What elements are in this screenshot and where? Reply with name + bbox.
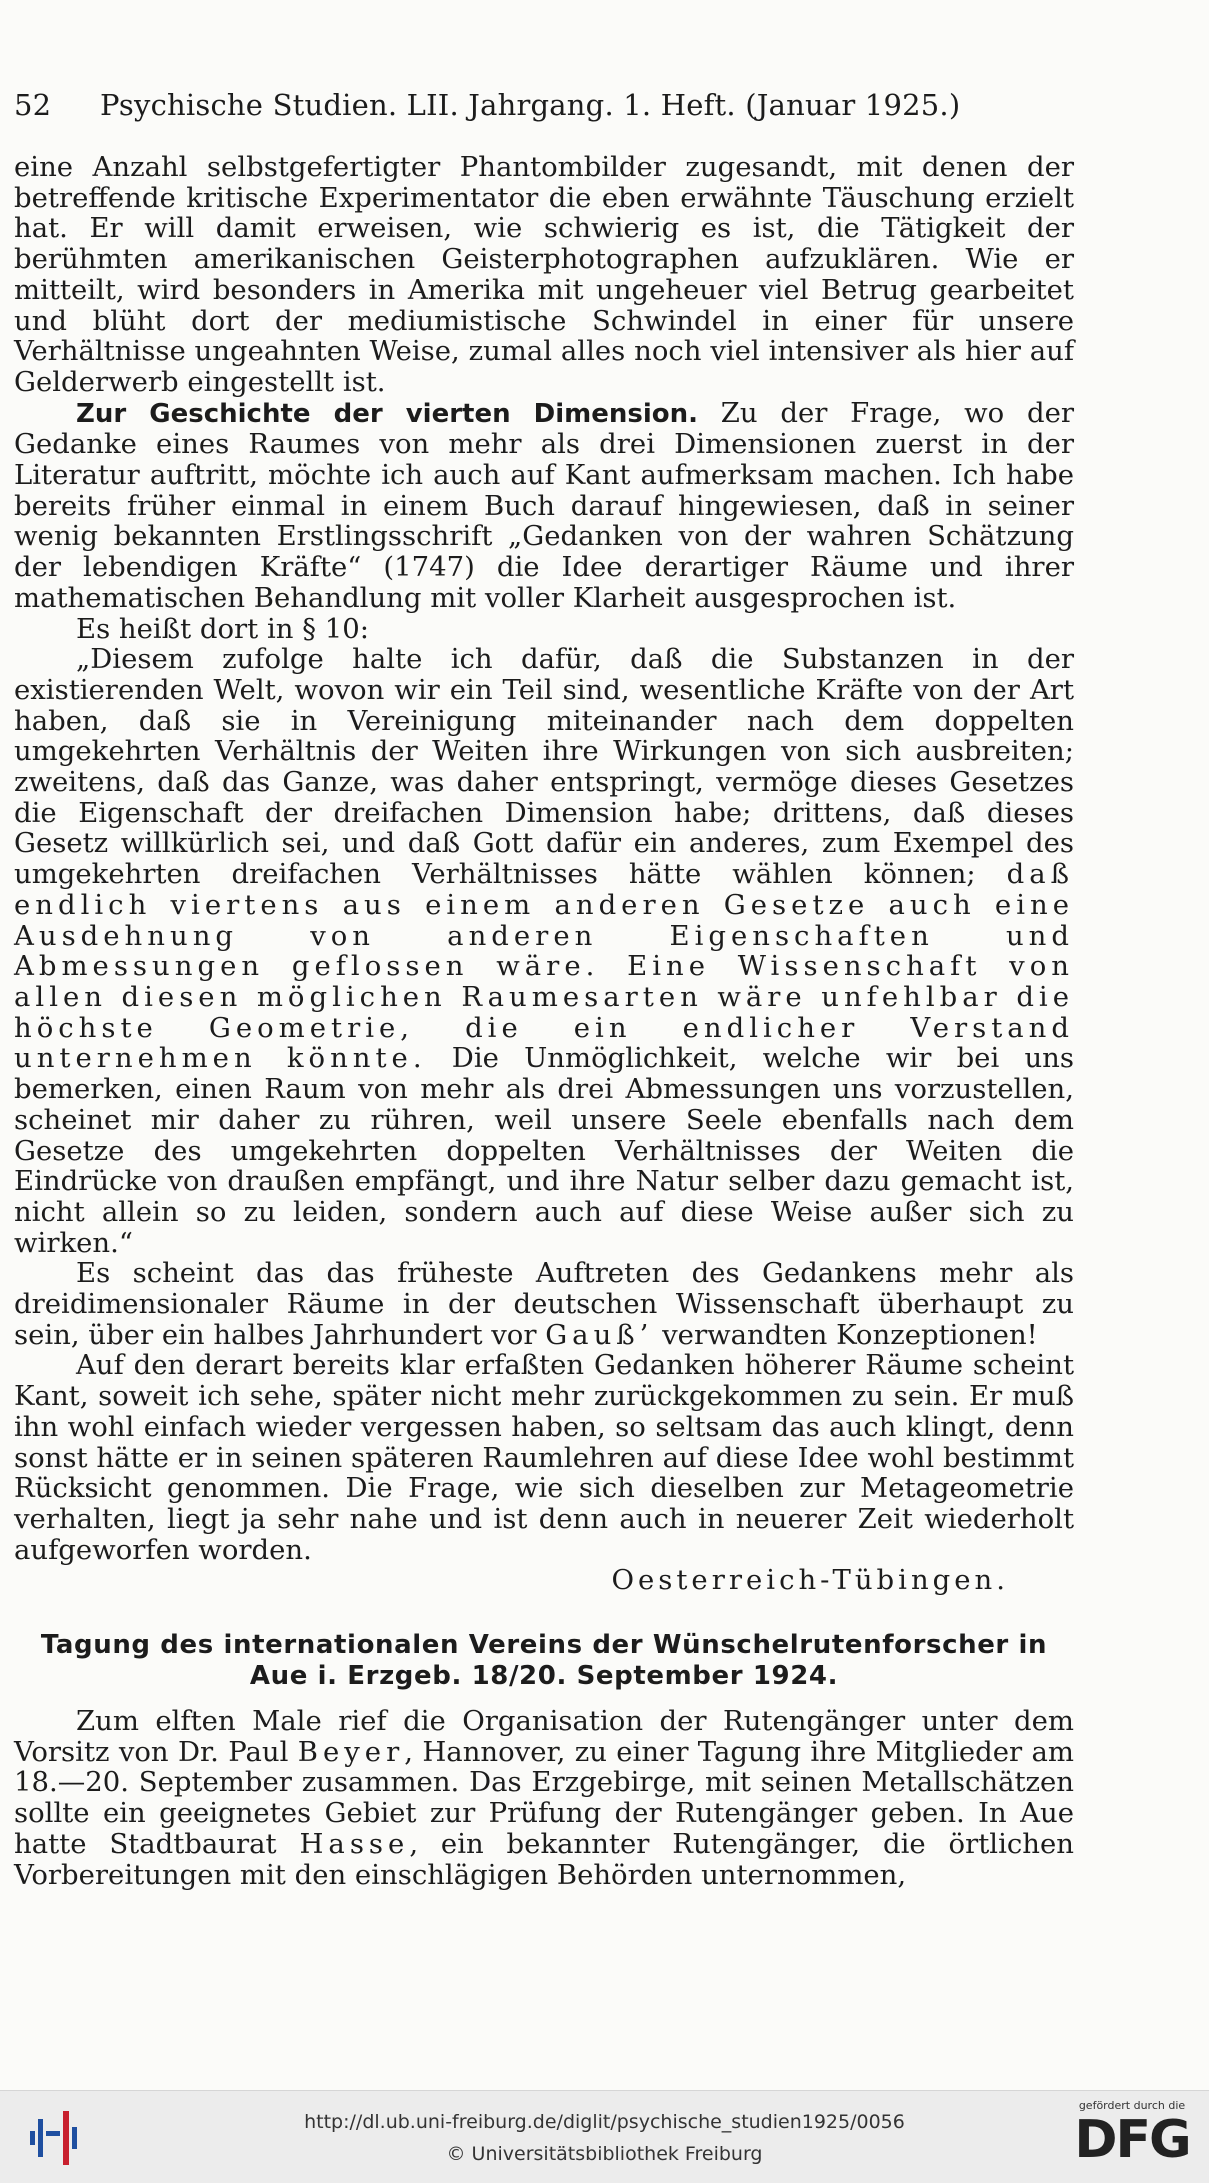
name-hasse: Hasse — [299, 1827, 410, 1860]
name-gauss: Gauß’ — [545, 1318, 654, 1351]
quote-part-b: Die Unmöglichkeit, welche wir bei uns bemerken, einen Raum von mehr als drei Abmessungen uns vorzustellen, scheinet mir daher zu rühren, weil unsere Seele ebenfalls nach dem Gesetze des umgekehrten doppelten Verhältnisses der Weiten die Eindrücke von draußen empfängt, und ihre Natur selber dazu gemacht ist, nicht allein so zu leiden, sondern auch auf diese Weise außer sich zu wirken.“ — [14, 1042, 1074, 1259]
paragraph-text: Zum elften Male rief die Organisation der Rutengänger unter dem Vorsitz von Dr. Paul — [14, 1705, 1074, 1768]
section-heading-inline: Zur Geschichte der vierten Dimension. — [76, 398, 699, 429]
paragraph-6: Auf den derart bereits klar erfaßten Gedanken höherer Räume scheint Kant, soweit ich sehe, später nicht mehr zurückgekommen zu sein. Er muß ihn wohl einfach wieder vergessen haben, so seltsam das auch klingt, denn sonst hätte er in seinen späteren Raumlehren auf diese Idee wohl bestimmt Rücksicht genommen. Die Frage, wie sich dieselben zur Metageometrie verhalten, liegt ja sehr nahe und ist denn auch in neuerer Zeit wiederholt aufgeworfen worden. — [14, 1349, 1074, 1566]
section-title-line-1: Tagung des internationalen Vereins der Wünschelrutenforscher in — [40, 1630, 1048, 1661]
section-title-line-2: Aue i. Erzgeb. 18/20. September 1924. — [249, 1661, 839, 1692]
paragraph-1: eine Anzahl selbstgefertigter Phantombilder zugesandt, mit denen der betreffende kritische Experimentator die eben erwähnte Täuschung erzielt hat. Er will damit erweisen, wie schwierig es ist, die Tätigkeit der berühmten amerikanischen Geisterphotographen aufzuklären. Wie er mitteilt, wird besonders in Amerika mit ungeheuer viel Betrug gearbeitet und blüht dort der mediumistische Schwindel in einer für unsere Verhältnisse ungeahnten Weise, zumal alles noch viel intensiver als hier auf Gelderwerb eingestellt ist. — [14, 151, 1074, 398]
paragraph-text: verwandten Konzeptionen! — [653, 1318, 1038, 1351]
paragraph-fourth-dimension — [14, 398, 1074, 614]
viewer-footer — [0, 2090, 1209, 2183]
paragraph-text: , ein bekannter Rutengänger, die örtlichen Vorbereitungen mit den einschlägigen Behörden unternommen, — [14, 1827, 1074, 1891]
running-header — [14, 88, 1074, 122]
paragraph-5 — [14, 1258, 1074, 1350]
author-signature: Oesterreich-Tübingen. — [611, 1564, 1009, 1597]
name-beyer: Beyer — [297, 1735, 405, 1768]
dfg-funding-note: gefördert durch die — [1078, 2099, 1186, 2112]
dfg-wordmark: DFG — [1074, 2110, 1190, 2170]
paragraph-text: , Hannover, zu einer Tagung ihre Mitglieder am 18.—20. September zusammen. Das Erzgebirge, mit seinen Metallschätzen sollte ein geeignetes Gebiet zur Prüfung der Rutengänger geben. In Aue hatte Stadtbaurat — [14, 1735, 1074, 1860]
quote-spaced-emphasis: daß endlich viertens aus einem anderen Gesetze auch eine Ausdehnung von anderen Eigenschaften und Abmessungen geflossen wäre. Eine Wissenschaft von allen diesen möglichen Raumesarten wäre unfehlbar die höchste Geometrie, die ein endlicher Verstand unternehmen könnte. — [14, 858, 1074, 1075]
kant-quote — [14, 644, 1074, 1258]
page-body — [14, 152, 1074, 1890]
copyright-notice: © Universitätsbibliothek Freiburg — [446, 2143, 763, 2165]
section-title — [14, 1630, 1074, 1692]
running-title: Psychische Studien. LII. Jahrgang. 1. Heft. (Januar 1925.) — [100, 88, 961, 122]
paragraph-3: Es heißt dort in § 10: — [76, 612, 369, 645]
page-number: 52 — [14, 88, 52, 122]
paragraph-text: Zu der Frage, wo der Gedanke eines Raumes von mehr als drei Dimensionen zuerst in der Literatur auftritt, möchte ich auch auf Kant aufmerksam machen. Ich habe bereits früher einmal in einem Buch darauf hingewiesen, daß in seiner wenig bekannten Erstlingsschrift „Gedanken von der wahren Schätzung der lebendigen Kräfte“ (1747) die Idee derartiger Räume und ihrer mathematischen Behandlung mit voller Klarheit ausgesprochen ist. — [14, 396, 1074, 614]
quote-part-a: „Diesem zufolge halte ich dafür, daß die Substanzen in der existierenden Welt, wovon wir ein Teil sind, wesentliche Kräfte von der Art haben, daß sie in Vereinigung miteinander nach dem doppelten umgekehrten Verhältnis der Weiten ihre Wirkungen von sich ausbreiten; zweitens, daß das Ganze, was daher entspringt, vermöge dieses Gesetzes die Eigenschaft der dreifachen Dimension habe; drittens, daß dieses Gesetz willkürlich sei, und daß Gott dafür ein anderes, zum Exempel des umgekehrten dreifachen Verhältnisses hätte wählen können; — [14, 643, 1074, 891]
paragraph-7 — [14, 1706, 1074, 1890]
dfg-logo — [1069, 2099, 1195, 2177]
permalink-url[interactable]: http://dl.ub.uni-freiburg.de/diglit/psychische_studien1925/0056 — [304, 2111, 905, 2133]
paragraph-text: Es scheint das das früheste Auftreten des Gedankens mehr als dreidimensionaler Räume in der deutschen Wissenschaft überhaupt zu sein, über ein halbes Jahrhundert vor — [14, 1257, 1074, 1351]
